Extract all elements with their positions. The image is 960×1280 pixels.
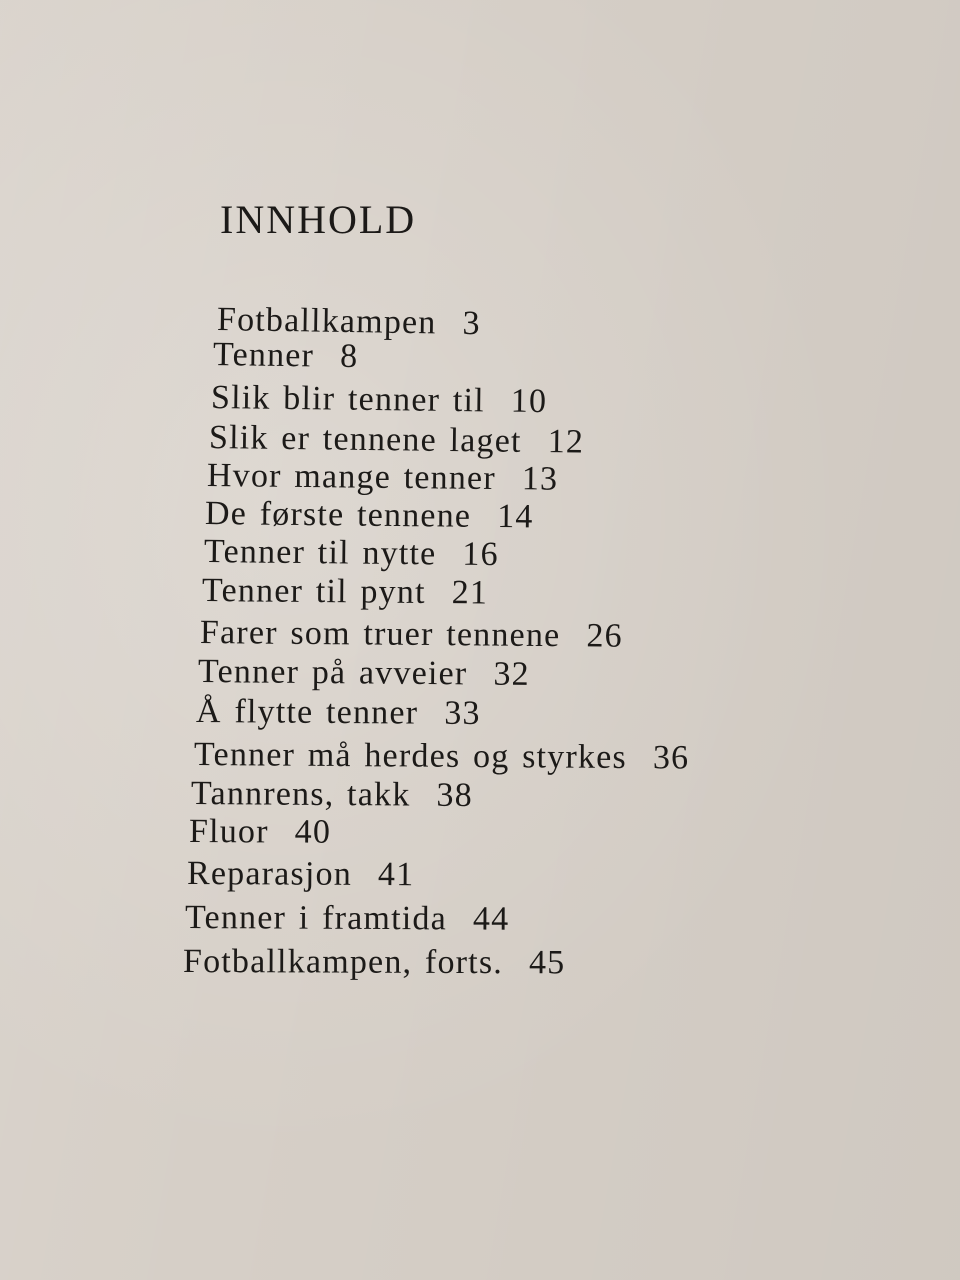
toc-entry-page-number: 10 — [510, 382, 548, 421]
toc-entry-title: Slik er tennene laget — [208, 419, 522, 460]
toc-entry — [211, 381, 548, 419]
toc-entry-title: Hvor mange tenner — [206, 457, 497, 498]
toc-entry — [202, 574, 488, 610]
toc-entry-title: Fotballkampen — [216, 301, 437, 342]
toc-entry-page-number: 45 — [528, 944, 566, 982]
toc-entry-title: Farer som truer tennene — [199, 614, 561, 655]
toc-entry — [205, 497, 534, 534]
toc-entry-page-number: 26 — [586, 617, 623, 655]
toc-entry-page-number: 3 — [462, 304, 482, 343]
toc-entry — [204, 535, 499, 572]
toc-entry-title: Slik blir tenner til — [210, 379, 486, 420]
page-title: INNHOLD — [220, 197, 417, 242]
toc-entry-title: Fotballkampen, forts. — [182, 943, 504, 982]
toc-entry — [217, 303, 481, 341]
toc-entry-title: Tenner til nytte — [203, 533, 437, 573]
toc-entry-title: Reparasjon — [186, 855, 353, 893]
toc-entry-title: Tenner må herdes og styrkes — [193, 736, 628, 777]
toc-entry-page-number: 21 — [451, 574, 489, 612]
toc-entry — [194, 738, 690, 775]
toc-entry-title: Fluor — [188, 813, 269, 851]
toc-entry — [198, 655, 530, 692]
toc-entry — [213, 338, 359, 374]
toc-entry-page-number: 14 — [496, 498, 534, 536]
toc-entry — [207, 459, 559, 497]
toc-entry — [200, 616, 623, 654]
toc-entry-page-number: 41 — [377, 856, 415, 894]
toc-entry-title: Tenner i framtida — [184, 899, 448, 938]
toc-entry — [185, 901, 510, 937]
toc-entry-page-number: 33 — [444, 694, 481, 732]
toc-entry-title: Tenner på avveier — [197, 653, 468, 693]
toc-entry-title: Å flytte tenner — [195, 693, 419, 732]
toc-entry — [209, 421, 585, 460]
toc-entry-page-number: 40 — [294, 813, 332, 851]
toc-entry-page-number: 38 — [436, 776, 474, 814]
toc-entry-page-number: 13 — [521, 460, 559, 498]
toc-entry — [189, 815, 331, 850]
toc-entry — [183, 945, 566, 980]
toc-entry-title: De første tennene — [204, 495, 472, 535]
toc-entry-page-number: 44 — [472, 900, 510, 938]
toc-entry-page-number: 32 — [493, 655, 530, 693]
toc-entry-title: Tenner til pynt — [201, 572, 426, 611]
toc-entry-page-number: 36 — [652, 739, 690, 777]
toc-entry — [196, 695, 481, 731]
toc-entry-page-number: 16 — [462, 535, 500, 574]
toc-entry-page-number: 8 — [339, 337, 359, 376]
toc-entry — [191, 777, 473, 813]
toc-entry-page-number: 12 — [547, 423, 585, 461]
toc-entry — [187, 857, 415, 892]
toc-entry-title: Tenner — [212, 336, 315, 375]
toc-entry-title: Tannrens, takk — [190, 775, 411, 814]
